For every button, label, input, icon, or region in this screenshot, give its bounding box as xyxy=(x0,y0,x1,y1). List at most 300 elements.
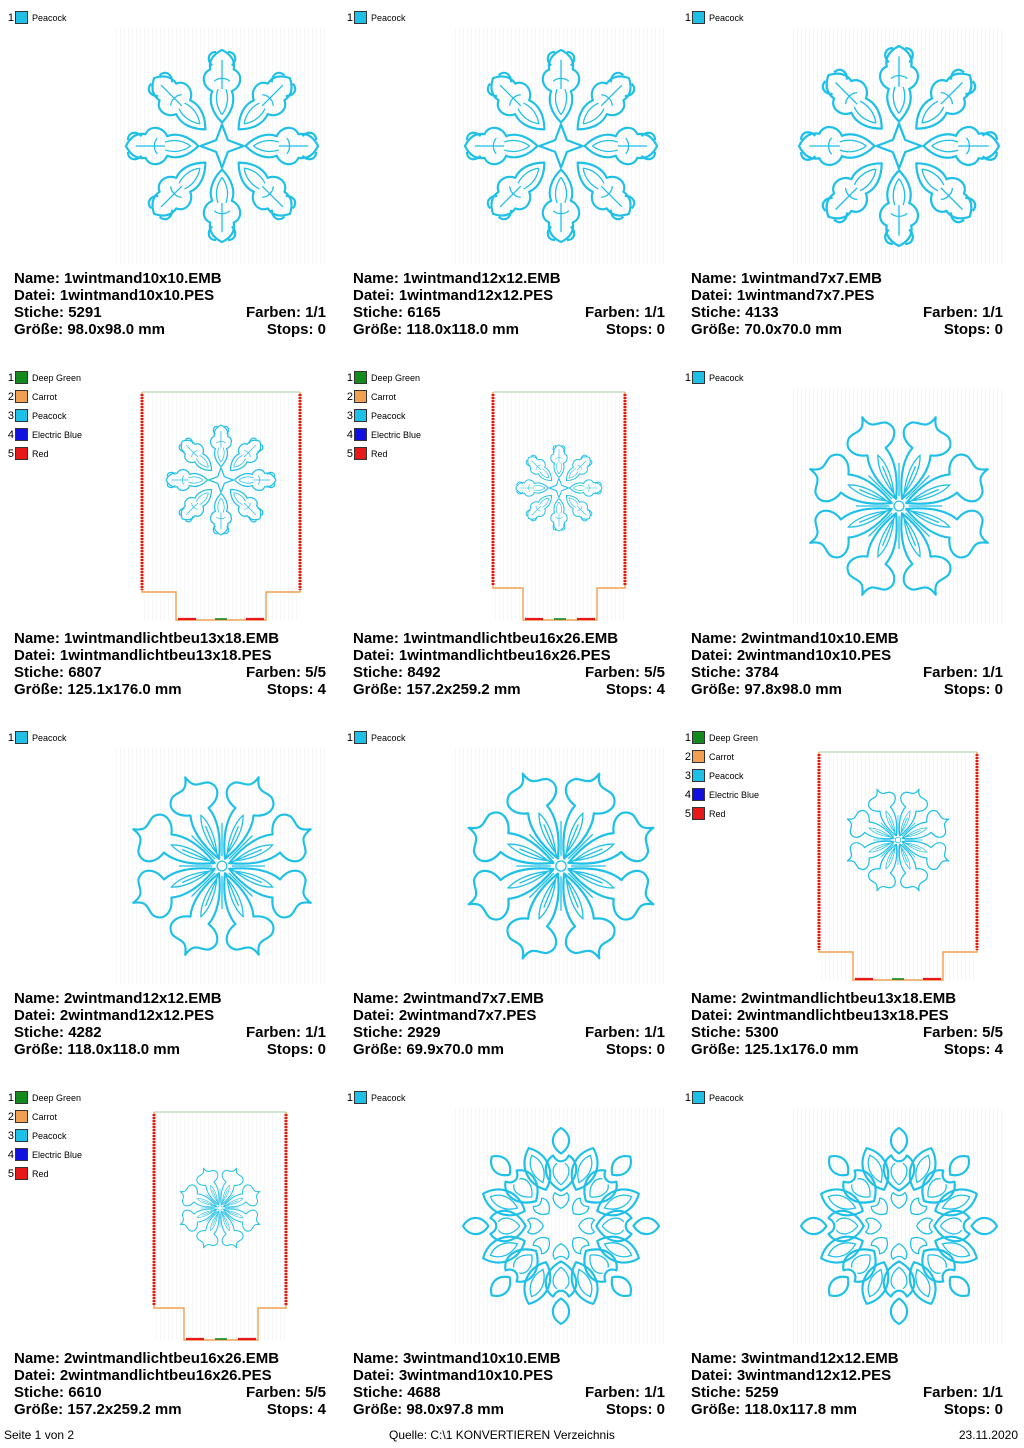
colors-text xyxy=(585,1384,665,1401)
colors-label: Farben: xyxy=(922,304,978,321)
color-swatch xyxy=(354,409,367,422)
size-text xyxy=(353,681,521,698)
legend-item xyxy=(683,804,759,823)
design-name: 3wintmand12x12.EMB xyxy=(741,1350,899,1367)
file-text xyxy=(691,1367,891,1384)
legend-item xyxy=(683,1088,744,1107)
legend-item xyxy=(683,368,744,387)
color-legend xyxy=(683,728,759,823)
colors-text xyxy=(246,1384,326,1401)
color-legend xyxy=(6,8,67,27)
file-line xyxy=(691,1367,1003,1384)
name-label: Name: xyxy=(14,1350,60,1367)
legend-item xyxy=(6,1126,82,1145)
design-name: 2wintmandlichtbeu13x18.EMB xyxy=(741,990,957,1007)
name-label: Name: xyxy=(353,1350,399,1367)
stitches-line xyxy=(14,304,326,321)
legend-label: Peacock xyxy=(32,12,67,23)
legend-number: 1 xyxy=(684,371,691,384)
design-file: 1wintmand12x12.PES xyxy=(398,287,554,304)
legend-number: 3 xyxy=(7,1129,14,1142)
colors-label: Farben: xyxy=(584,304,640,321)
name-text xyxy=(14,990,222,1007)
stops-label: Stops: xyxy=(605,1401,653,1418)
colors-label: Farben: xyxy=(584,1024,640,1041)
design-info xyxy=(353,630,665,698)
design-card xyxy=(0,0,338,360)
design-card xyxy=(677,360,1015,720)
stitch-area xyxy=(455,748,667,984)
colors-text xyxy=(585,1024,665,1041)
stitches-value: 6165 xyxy=(407,304,441,321)
file-text xyxy=(14,287,214,304)
design-file: 2wintmand10x10.PES xyxy=(736,647,892,664)
design-card xyxy=(677,0,1015,360)
file-line xyxy=(353,1007,665,1024)
legend-label: Deep Green xyxy=(371,372,421,383)
stitches-line xyxy=(14,1024,326,1041)
color-legend xyxy=(345,368,421,463)
design-card xyxy=(339,1080,677,1440)
design-file: 2wintmand7x7.PES xyxy=(398,1007,537,1024)
design-file: 1wintmand7x7.PES xyxy=(736,287,875,304)
design-info xyxy=(691,990,1003,1058)
stitches-label: Stiche: xyxy=(691,304,742,321)
color-swatch xyxy=(15,409,28,422)
file-text xyxy=(353,1007,536,1024)
stitch-area xyxy=(455,1108,667,1344)
stops-text xyxy=(267,321,326,338)
colors-value: 5/5 xyxy=(305,664,326,681)
design-name: 1wintmandlichtbeu16x26.EMB xyxy=(403,630,619,647)
color-swatch xyxy=(15,447,28,460)
design-file: 1wintmandlichtbeu16x26.PES xyxy=(398,647,611,664)
stops-value: 0 xyxy=(656,1041,665,1058)
legend-number: 1 xyxy=(346,731,353,744)
stops-text xyxy=(944,321,1003,338)
stops-label: Stops: xyxy=(605,321,653,338)
colors-label: Farben: xyxy=(584,1384,640,1401)
size-value: 157.2x259.2 mm xyxy=(67,1401,182,1418)
stitches-label: Stiche: xyxy=(14,1024,65,1041)
stitches-label: Stiche: xyxy=(353,304,404,321)
color-swatch xyxy=(15,428,28,441)
stitches-label: Stiche: xyxy=(353,664,404,681)
size-text xyxy=(14,321,165,338)
name-text xyxy=(691,270,882,287)
legend-label: Carrot xyxy=(371,391,397,402)
legend-label: Peacock xyxy=(709,372,744,383)
file-label: Datei: xyxy=(14,647,56,664)
size-label: Größe: xyxy=(14,1401,64,1418)
legend-item xyxy=(6,8,67,27)
size-label: Größe: xyxy=(353,681,403,698)
stops-value: 0 xyxy=(317,321,326,338)
size-text xyxy=(691,1041,859,1058)
legend-item xyxy=(345,387,421,406)
design-file: 3wintmand10x10.PES xyxy=(398,1367,554,1384)
file-label: Datei: xyxy=(353,647,395,664)
stitches-line xyxy=(353,304,665,321)
size-text xyxy=(691,681,842,698)
footer-page: Seite 1 von 2 xyxy=(4,1428,75,1442)
stops-label: Stops: xyxy=(943,321,991,338)
colors-label: Farben: xyxy=(245,304,301,321)
stitches-value: 5259 xyxy=(745,1384,779,1401)
colors-text xyxy=(246,1024,326,1041)
file-line xyxy=(691,287,1003,304)
size-value: 118.0x118.0 mm xyxy=(406,321,519,338)
name-line xyxy=(691,630,1003,647)
file-label: Datei: xyxy=(691,287,733,304)
legend-label: Electric Blue xyxy=(32,429,83,440)
legend-item xyxy=(683,747,759,766)
design-card xyxy=(339,360,677,720)
legend-number: 5 xyxy=(684,807,691,820)
legend-item xyxy=(345,1088,406,1107)
file-line xyxy=(14,1007,326,1024)
legend-label: Red xyxy=(371,448,388,459)
color-swatch xyxy=(15,1148,28,1161)
name-line xyxy=(353,990,665,1007)
design-card xyxy=(677,1080,1015,1440)
color-swatch xyxy=(354,11,367,24)
name-label: Name: xyxy=(353,630,399,647)
name-label: Name: xyxy=(14,630,60,647)
design-preview xyxy=(112,1104,332,1348)
legend-number: 4 xyxy=(346,428,353,441)
size-line xyxy=(14,1041,326,1058)
name-text xyxy=(14,1350,279,1367)
legend-number: 1 xyxy=(684,11,691,24)
design-card xyxy=(339,720,677,1080)
size-value: 98.0x98.0 mm xyxy=(67,321,165,338)
color-swatch xyxy=(692,769,705,782)
stitches-value: 3784 xyxy=(745,664,779,681)
size-line xyxy=(691,1041,1003,1058)
design-info xyxy=(14,630,326,698)
legend-item xyxy=(345,368,421,387)
file-label: Datei: xyxy=(14,287,56,304)
file-text xyxy=(691,287,874,304)
design-file: 2wintmandlichtbeu13x18.PES xyxy=(736,1007,949,1024)
color-swatch xyxy=(692,1091,705,1104)
file-text xyxy=(14,647,272,664)
name-label: Name: xyxy=(14,270,60,287)
legend-item xyxy=(345,406,421,425)
size-line xyxy=(14,1401,326,1418)
size-line xyxy=(353,321,665,338)
design-preview xyxy=(789,1104,1009,1348)
stops-text xyxy=(944,681,1003,698)
legend-number: 1 xyxy=(684,1091,691,1104)
size-text xyxy=(691,321,842,338)
stitches-text xyxy=(353,1384,441,1401)
stitches-text xyxy=(14,1384,102,1401)
size-line xyxy=(691,321,1003,338)
file-text xyxy=(14,1367,272,1384)
color-swatch xyxy=(692,788,705,801)
stops-text xyxy=(606,681,665,698)
file-text xyxy=(353,647,611,664)
file-text xyxy=(353,1367,553,1384)
legend-label: Peacock xyxy=(371,732,406,743)
stitches-text xyxy=(14,664,102,681)
name-label: Name: xyxy=(353,270,399,287)
design-card xyxy=(0,360,338,720)
design-name: 1wintmand12x12.EMB xyxy=(403,270,561,287)
legend-item xyxy=(345,444,421,463)
design-info xyxy=(14,270,326,338)
design-info xyxy=(691,270,1003,338)
legend-label: Electric Blue xyxy=(32,1149,83,1160)
colors-label: Farben: xyxy=(245,1024,301,1041)
colors-text xyxy=(923,1384,1003,1401)
stops-text xyxy=(944,1401,1003,1418)
legend-label: Peacock xyxy=(32,410,67,421)
colors-value: 5/5 xyxy=(644,664,665,681)
stops-label: Stops: xyxy=(943,681,991,698)
design-preview xyxy=(451,384,671,628)
legend-label: Peacock xyxy=(32,732,67,743)
stitches-label: Stiche: xyxy=(14,304,65,321)
colors-text xyxy=(246,304,326,321)
file-line xyxy=(14,647,326,664)
color-swatch xyxy=(354,428,367,441)
legend-label: Carrot xyxy=(32,1111,58,1122)
file-label: Datei: xyxy=(691,647,733,664)
legend-number: 1 xyxy=(346,11,353,24)
stitches-line xyxy=(353,1024,665,1041)
stitches-label: Stiche: xyxy=(353,1384,404,1401)
size-value: 125.1x176.0 mm xyxy=(744,1041,859,1058)
colors-value: 1/1 xyxy=(305,1024,326,1041)
stitches-line xyxy=(691,1384,1003,1401)
design-info xyxy=(691,1350,1003,1418)
color-swatch xyxy=(15,11,28,24)
color-swatch xyxy=(692,807,705,820)
file-line xyxy=(353,287,665,304)
file-label: Datei: xyxy=(691,1007,733,1024)
name-label: Name: xyxy=(691,1350,737,1367)
colors-text xyxy=(923,304,1003,321)
stops-label: Stops: xyxy=(943,1041,991,1058)
colors-label: Farben: xyxy=(584,664,640,681)
stitches-label: Stiche: xyxy=(691,1384,742,1401)
stops-value: 4 xyxy=(656,681,665,698)
size-text xyxy=(353,1041,504,1058)
legend-label: Peacock xyxy=(371,410,406,421)
legend-number: 5 xyxy=(7,447,14,460)
file-text xyxy=(691,647,891,664)
name-text xyxy=(353,630,618,647)
name-line xyxy=(14,630,326,647)
design-file: 3wintmand12x12.PES xyxy=(736,1367,892,1384)
stops-value: 0 xyxy=(656,321,665,338)
legend-label: Carrot xyxy=(32,391,58,402)
legend-number: 2 xyxy=(7,390,14,403)
colors-value: 1/1 xyxy=(644,1024,665,1041)
file-line xyxy=(353,647,665,664)
stitches-line xyxy=(691,664,1003,681)
file-label: Datei: xyxy=(353,287,395,304)
size-label: Größe: xyxy=(14,321,64,338)
design-preview xyxy=(789,384,1009,628)
stitches-text xyxy=(353,664,441,681)
size-text xyxy=(353,1401,504,1418)
stops-text xyxy=(944,1041,1003,1058)
stitches-value: 4282 xyxy=(68,1024,102,1041)
size-line xyxy=(353,681,665,698)
name-label: Name: xyxy=(691,630,737,647)
legend-item xyxy=(683,728,759,747)
design-file: 2wintmand12x12.PES xyxy=(59,1007,215,1024)
file-label: Datei: xyxy=(14,1367,56,1384)
stitches-value: 4688 xyxy=(407,1384,441,1401)
name-line xyxy=(14,270,326,287)
legend-number: 5 xyxy=(7,1167,14,1180)
size-value: 157.2x259.2 mm xyxy=(406,681,521,698)
stops-label: Stops: xyxy=(266,681,314,698)
stops-label: Stops: xyxy=(266,321,314,338)
color-legend xyxy=(345,1088,406,1107)
name-label: Name: xyxy=(691,990,737,1007)
stitches-value: 8492 xyxy=(407,664,441,681)
legend-label: Deep Green xyxy=(709,732,759,743)
colors-value: 1/1 xyxy=(644,304,665,321)
name-line xyxy=(691,990,1003,1007)
stops-value: 0 xyxy=(317,1041,326,1058)
file-line xyxy=(14,287,326,304)
stitches-text xyxy=(353,1024,441,1041)
legend-label: Peacock xyxy=(371,12,406,23)
stitches-text xyxy=(353,304,441,321)
size-label: Größe: xyxy=(691,1041,741,1058)
stitch-area xyxy=(793,1108,1005,1344)
design-name: 1wintmand7x7.EMB xyxy=(741,270,882,287)
legend-label: Peacock xyxy=(709,770,744,781)
legend-number: 1 xyxy=(346,371,353,384)
name-line xyxy=(691,1350,1003,1367)
legend-label: Peacock xyxy=(371,1092,406,1103)
design-info xyxy=(14,990,326,1058)
legend-item xyxy=(6,1088,82,1107)
stops-label: Stops: xyxy=(605,1041,653,1058)
legend-label: Peacock xyxy=(709,12,744,23)
stops-value: 0 xyxy=(994,681,1003,698)
size-label: Größe: xyxy=(691,1401,741,1418)
size-line xyxy=(14,321,326,338)
legend-number: 4 xyxy=(7,1148,14,1161)
name-text xyxy=(691,1350,899,1367)
color-swatch xyxy=(354,1091,367,1104)
name-label: Name: xyxy=(691,270,737,287)
color-legend xyxy=(345,728,406,747)
footer-date: 23.11.2020 xyxy=(958,1428,1018,1442)
stitches-text xyxy=(691,664,779,681)
colors-label: Farben: xyxy=(245,664,301,681)
legend-label: Peacock xyxy=(709,1092,744,1103)
stitches-value: 4133 xyxy=(745,304,779,321)
size-line xyxy=(691,1401,1003,1418)
stitches-text xyxy=(14,1024,102,1041)
file-text xyxy=(14,1007,214,1024)
legend-item xyxy=(6,1164,82,1183)
legend-number: 1 xyxy=(7,371,14,384)
design-preview xyxy=(112,24,332,268)
legend-item xyxy=(6,387,82,406)
legend-number: 1 xyxy=(684,731,691,744)
design-name: 2wintmand7x7.EMB xyxy=(403,990,544,1007)
color-legend xyxy=(6,368,82,463)
name-label: Name: xyxy=(14,990,60,1007)
colors-label: Farben: xyxy=(922,1024,978,1041)
color-legend xyxy=(683,368,744,387)
legend-number: 1 xyxy=(346,1091,353,1104)
name-text xyxy=(353,270,561,287)
legend-number: 2 xyxy=(684,750,691,763)
stitches-text xyxy=(691,1384,779,1401)
legend-label: Deep Green xyxy=(32,372,82,383)
legend-item xyxy=(683,8,744,27)
design-preview xyxy=(112,744,332,988)
file-line xyxy=(691,1007,1003,1024)
stops-text xyxy=(267,1401,326,1418)
stitches-value: 2929 xyxy=(407,1024,441,1041)
legend-label: Deep Green xyxy=(32,1092,82,1103)
design-name: 1wintmand10x10.EMB xyxy=(64,270,222,287)
size-label: Größe: xyxy=(14,1041,64,1058)
file-line xyxy=(14,1367,326,1384)
color-swatch xyxy=(15,1091,28,1104)
footer-source: Quelle: C:\1 KONVERTIEREN Verzeichnis xyxy=(389,1428,615,1442)
colors-value: 1/1 xyxy=(305,304,326,321)
size-value: 118.0x117.8 mm xyxy=(744,1401,857,1418)
stitches-label: Stiche: xyxy=(14,664,65,681)
design-file: 2wintmandlichtbeu16x26.PES xyxy=(59,1367,272,1384)
name-line xyxy=(14,990,326,1007)
file-label: Datei: xyxy=(14,1007,56,1024)
stops-value: 4 xyxy=(994,1041,1003,1058)
color-swatch xyxy=(354,447,367,460)
color-legend xyxy=(6,728,67,747)
size-value: 125.1x176.0 mm xyxy=(67,681,182,698)
color-legend xyxy=(6,1088,82,1183)
file-text xyxy=(353,287,553,304)
color-legend xyxy=(345,8,406,27)
size-text xyxy=(14,1041,180,1058)
legend-item xyxy=(6,425,82,444)
legend-item xyxy=(345,8,406,27)
design-preview xyxy=(789,24,1009,268)
size-text xyxy=(691,1401,857,1418)
size-line xyxy=(14,681,326,698)
stitches-line xyxy=(14,1384,326,1401)
legend-item xyxy=(683,785,759,804)
color-swatch xyxy=(15,731,28,744)
design-name: 2wintmand12x12.EMB xyxy=(64,990,222,1007)
size-label: Größe: xyxy=(14,681,64,698)
color-swatch xyxy=(15,390,28,403)
stitches-line xyxy=(691,1024,1003,1041)
file-label: Datei: xyxy=(691,1367,733,1384)
legend-number: 4 xyxy=(684,788,691,801)
name-line xyxy=(353,270,665,287)
stops-value: 4 xyxy=(317,681,326,698)
design-card xyxy=(339,0,677,360)
file-label: Datei: xyxy=(353,1007,395,1024)
design-name: 2wintmand10x10.EMB xyxy=(741,630,899,647)
